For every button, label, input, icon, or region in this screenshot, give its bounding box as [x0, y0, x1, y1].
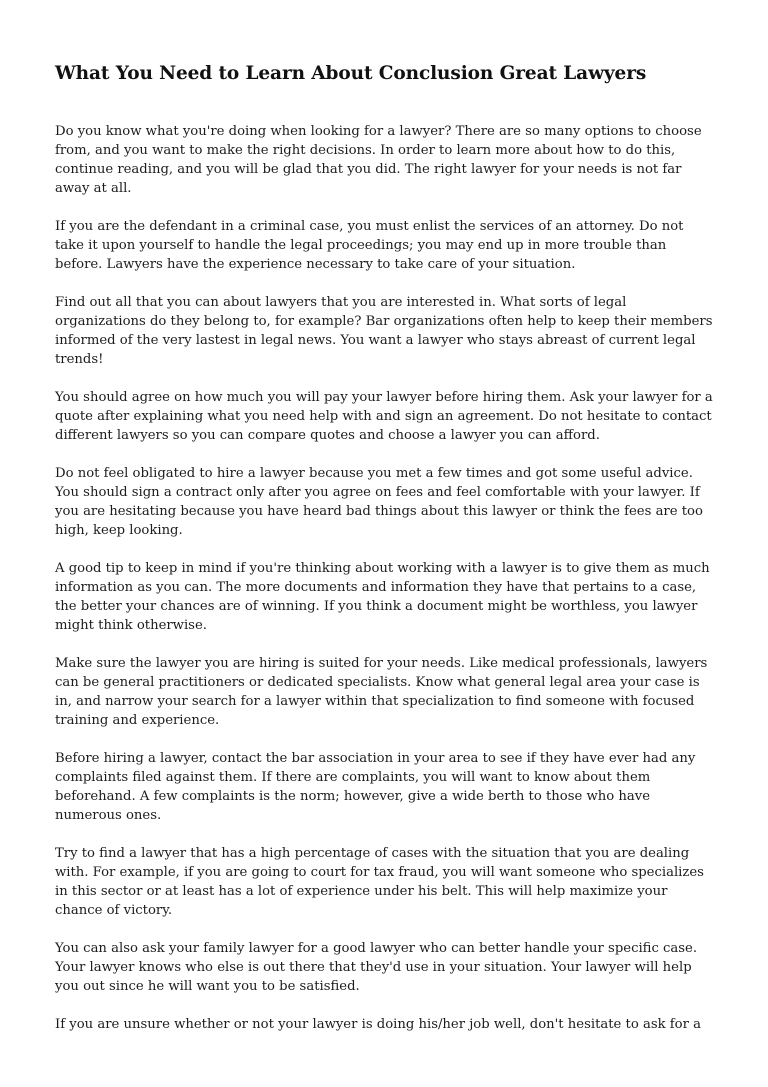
paragraph-4: You should agree on how much you will pay your lawyer before hiring them. Ask your lawyer for a quote after explaining what you need help with and sign an agreement. Do not hesitate to contact different lawyers so you can compare quotes and choose a lawyer you can afford.: [55, 390, 713, 443]
document-page: [55, 60, 715, 1053]
paragraph-3: Find out all that you can about lawyers that you are interested in. What sorts of legal organizations do they belong to, for example? Bar organizations often help to keep their members informed of the very lastest in legal news. You want a lawyer who stays abreast of current legal trends!: [55, 295, 713, 367]
paragraph-11: If you are unsure whether or not your lawyer is doing his/her job well, don't hesitate to ask for a: [55, 1017, 701, 1032]
paragraph-5: Do not feel obligated to hire a lawyer because you met a few times and got some useful advice. You should sign a contract only after you agree on fees and feel comfortable with your lawyer. If you are hesitating because you have heard bad things about this lawyer or think the fees are too high, keep looking.: [55, 466, 703, 538]
document-title: What You Need to Learn About Conclusion Great Lawyers: [55, 63, 647, 84]
paragraph-6: A good tip to keep in mind if you're thinking about working with a lawyer is to give them as much information as you can. The more documents and information they have that pertains to a case, the better your chances are of winning. If you think a document might be worthless, you lawyer might think otherwise.: [55, 561, 710, 633]
paragraph-7: Make sure the lawyer you are hiring is suited for your needs. Like medical professionals, lawyers can be general practitioners or dedicated specialists. Know what general legal area your case is in, and narrow your search for a lawyer within that specialization to find someone with focused training and experience.: [55, 656, 708, 728]
paragraph-9: Try to find a lawyer that has a high percentage of cases with the situation that you are dealing with. For example, if you are going to court for tax fraud, you will want someone who specializes in this sector or at least has a lot of experience under his belt. This will help maximize your chance of victory.: [55, 846, 704, 918]
paragraph-8: Before hiring a lawyer, contact the bar association in your area to see if they have ever had any complaints filed against them. If there are complaints, you will want to know about them beforehand. A few complaints is the norm; however, give a wide berth to those who have numerous ones.: [55, 751, 696, 823]
paragraph-10: You can also ask your family lawyer for a good lawyer who can better handle your specific case. Your lawyer knows who else is out there that they'd use in your situation. Your lawyer will help you out since he will want you to be satisfied.: [55, 941, 698, 994]
paragraph-2: If you are the defendant in a criminal case, you must enlist the services of an attorney. Do not take it upon yourself to handle the legal proceedings; you may end up in more trouble than before. Lawyers have the experience necessary to take care of your situation.: [55, 219, 684, 272]
paragraph-1: Do you know what you're doing when looking for a lawyer? There are so many options to choose from, and you want to make the right decisions. In order to learn more about how to do this, continue reading, and you will be glad that you did. The right lawyer for your needs is not far away at all.: [55, 124, 702, 196]
